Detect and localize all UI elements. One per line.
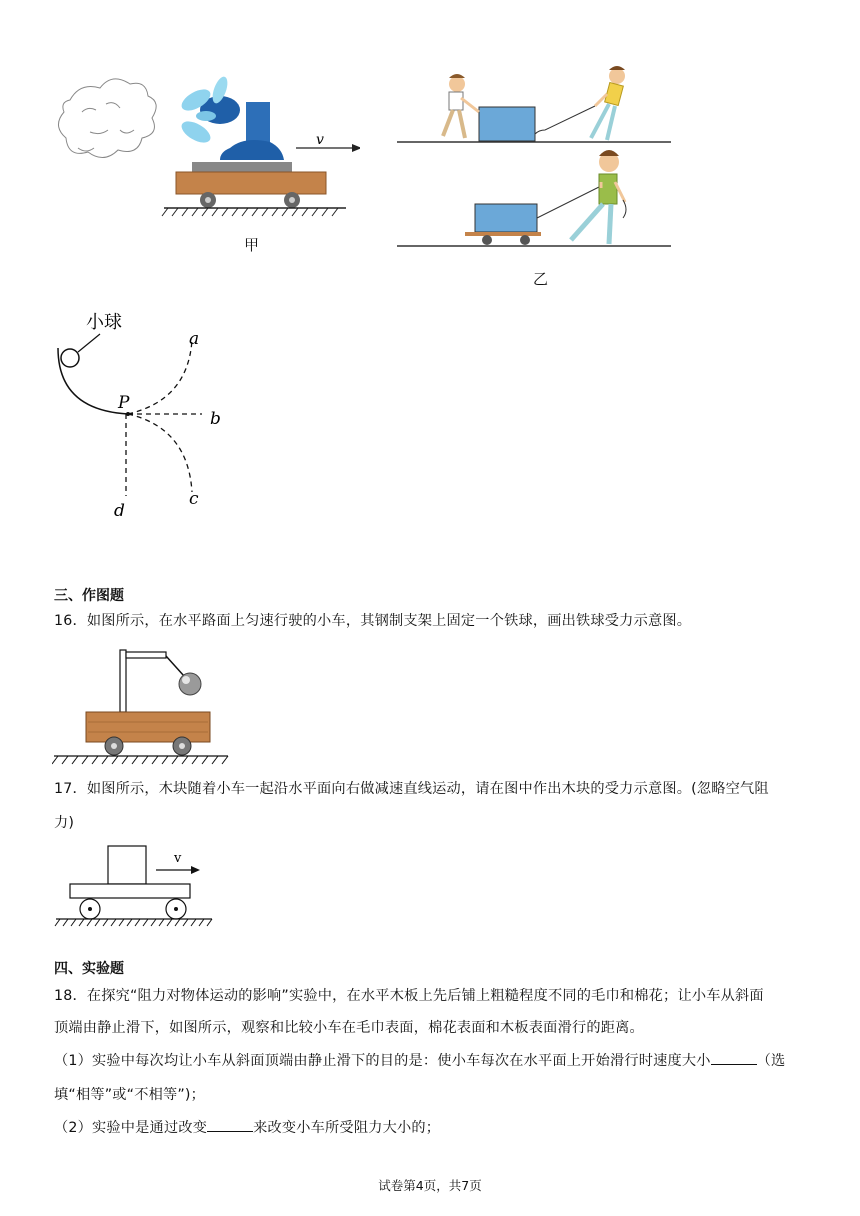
- question-18-line1: 18．在探究“阻力对物体运动的影响”实验中，在水平木板上先后铺上粗糙程度不同的毛巾和棉花；让小车从斜面: [54, 988, 764, 1004]
- answer-blank-2[interactable]: [207, 1117, 253, 1132]
- q18-sub2-part-a: （2）实验中是通过改变: [54, 1120, 208, 1136]
- question-16-text: 16．如图所示，在水平路面上匀速行驶的小车，其钢制支架上固定一个铁球，画出铁球受力示意图。: [54, 613, 692, 629]
- caption-yi: 乙: [533, 270, 549, 288]
- velocity-label-q17: v: [174, 851, 182, 866]
- question-17-line2: 力): [54, 815, 75, 831]
- figure-yi: [395, 62, 675, 262]
- iron-ball-icon: [179, 673, 201, 695]
- caption-jia: 甲: [244, 236, 260, 254]
- boy-pushing-icon: [443, 74, 479, 138]
- question-17-line1: 17．如图所示，木块随着小车一起沿水平面向右做减速直线运动，请在图中作出木块的受力示意图。(忽略空气阻: [54, 781, 769, 797]
- boy-pulling-icon-top: [591, 66, 625, 140]
- figure-q17-cart: [52, 842, 222, 934]
- path-label-d: d: [114, 501, 125, 521]
- section-title-4: 四、实验题: [54, 961, 124, 977]
- path-label-a: a: [189, 329, 200, 349]
- cart-wood: [86, 712, 210, 742]
- fan-icon: [178, 75, 284, 160]
- page-footer: 试卷第4页，共7页: [378, 1178, 482, 1193]
- cart-plate: [192, 162, 292, 172]
- cart-board: [70, 884, 190, 898]
- q18-sub1-part-a: （1）实验中每次均让小车从斜面顶端由静止滑下的目的是：使小车每次在水平面上开始滑行时速度大小: [54, 1053, 711, 1069]
- q18-sub2-part-b: 来改变小车所受阻力大小的；: [253, 1120, 441, 1136]
- path-label-b: b: [210, 409, 221, 429]
- ball-label: 小球: [86, 312, 122, 333]
- figure-jia: [50, 60, 360, 230]
- figure-q16-cart: [52, 646, 232, 772]
- question-18-sub1-cont: 填“相等”或“不相等”)；: [54, 1087, 206, 1103]
- cart-body: [176, 172, 326, 194]
- box-top: [479, 107, 535, 141]
- q18-sub1-part-b: （选: [756, 1053, 786, 1069]
- box-bottom: [475, 204, 537, 232]
- velocity-label-jia: v: [316, 132, 324, 148]
- question-18-sub2: [54, 1115, 814, 1141]
- point-label: P: [118, 393, 130, 413]
- wood-block: [108, 846, 146, 884]
- question-18-line2: 顶端由静止滑下，如图所示，观察和比较小车在毛巾表面，棉花表面和木板表面滑行的距离。: [54, 1020, 644, 1036]
- wind-cloud-icon: [58, 79, 156, 158]
- question-18-sub1: [54, 1048, 814, 1074]
- ball-icon: [61, 349, 79, 367]
- figure-ball-path: [50, 300, 250, 530]
- answer-blank-1[interactable]: [711, 1050, 757, 1065]
- path-label-c: c: [189, 489, 199, 509]
- section-title-3: 三、作图题: [54, 588, 124, 604]
